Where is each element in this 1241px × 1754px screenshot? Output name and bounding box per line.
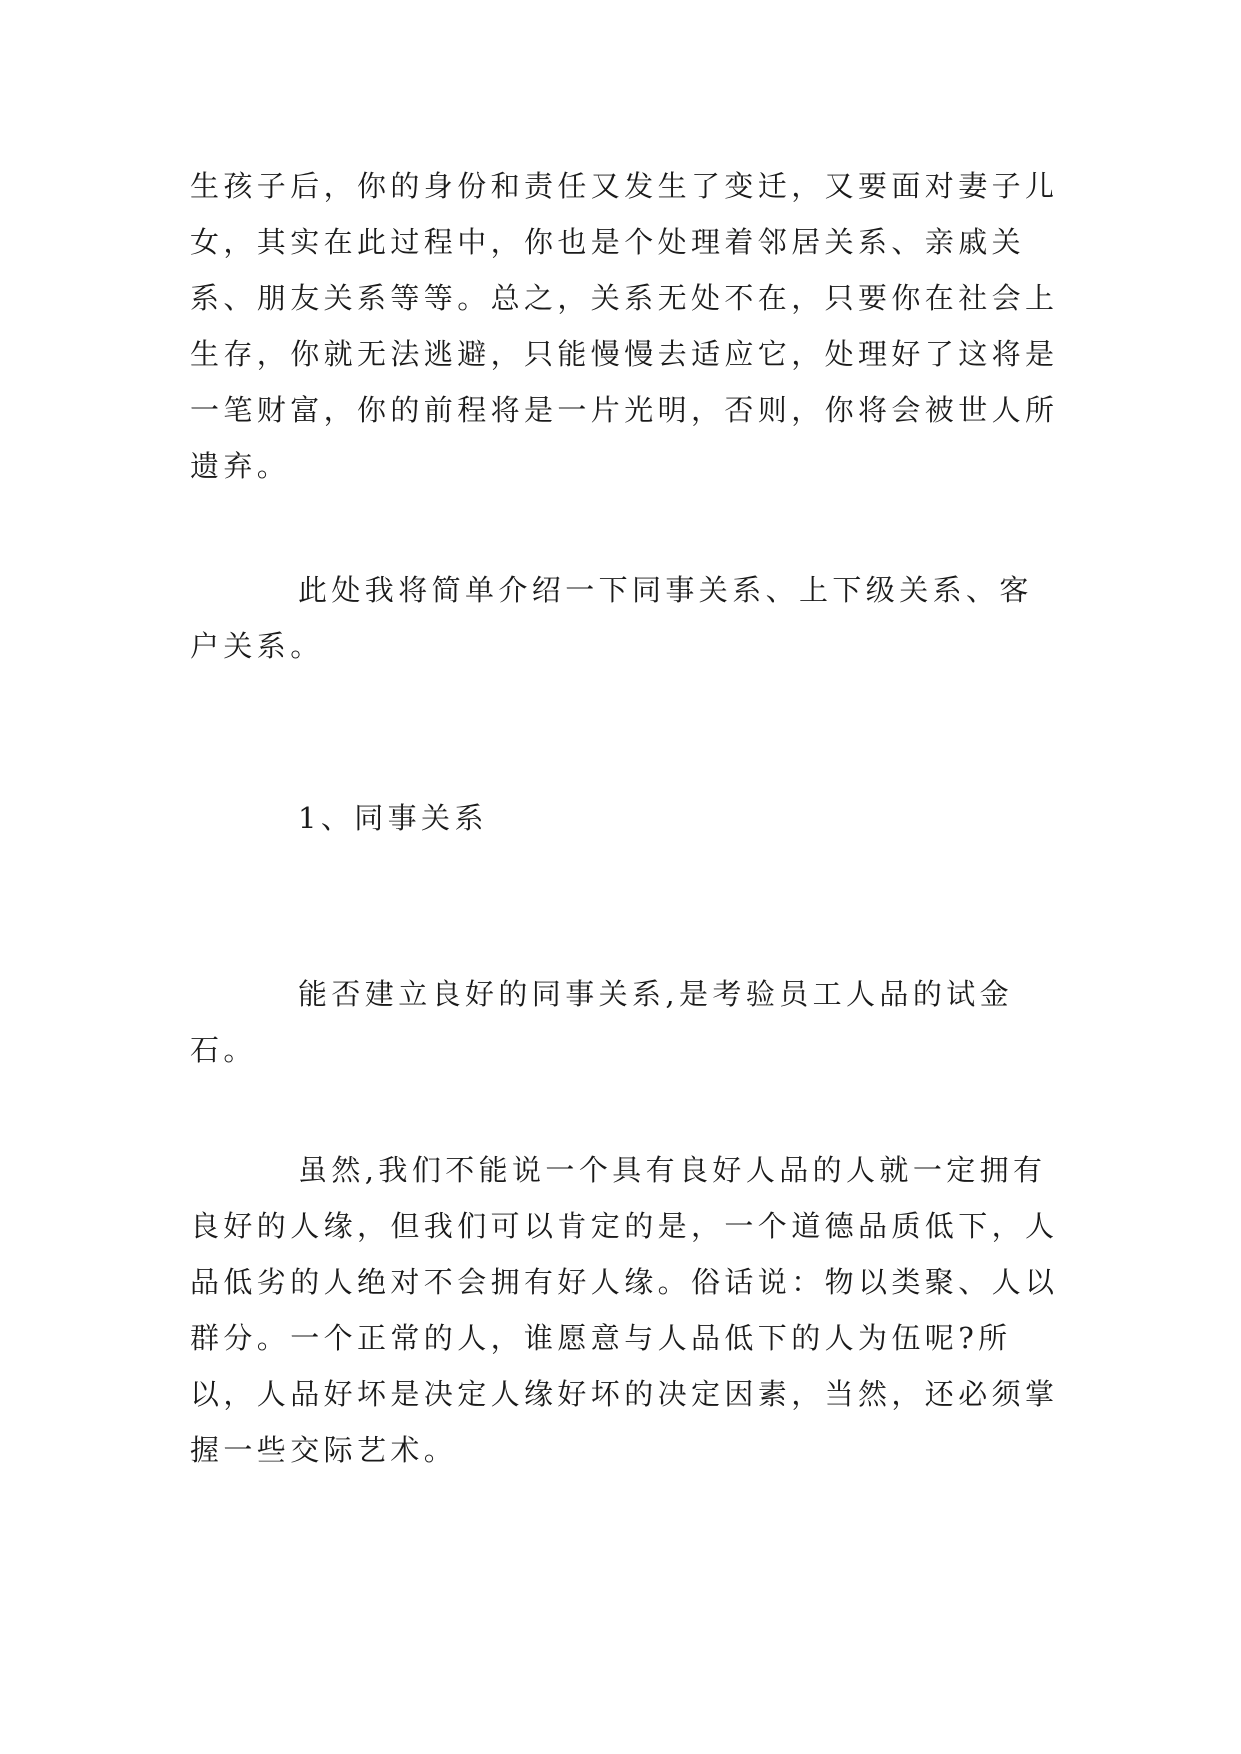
paragraph-statement: 能否建立良好的同事关系,是考验员工人品的试金石。 [190,977,1014,1067]
paragraph-continuation: 生孩子后，你的身份和责任又发生了变迁，又要面对妻子儿女，其实在此过程中，你也是个处理着邻居关系、亲戚关系、朋友关系等等。总之，关系无处不在，只要你在社会上生存，你就无法逃避，只能慢慢去适应它，处理好了这将是一笔财富，你的前程将是一片光明，否则，你将会被世人所遗弃。 [190,169,1059,483]
paragraph-intro: 此处我将简单介绍一下同事关系、上下级关系、客户关系。 [190,573,1033,663]
paragraph-body: 虽然,我们不能说一个具有良好人品的人就一定拥有良好的人缘，但我们可以肯定的是，一个道德品质低下，人品低劣的人绝对不会拥有好人缘。俗话说：物以类聚、人以群分。一个正常的人，谁愿意与人品低下的人为伍呢?所以，人品好坏是决定人缘好坏的决定因素，当然，还必须掌握一些交际艺术。 [190,1153,1059,1467]
section-heading: 1、同事关系 [298,801,488,835]
